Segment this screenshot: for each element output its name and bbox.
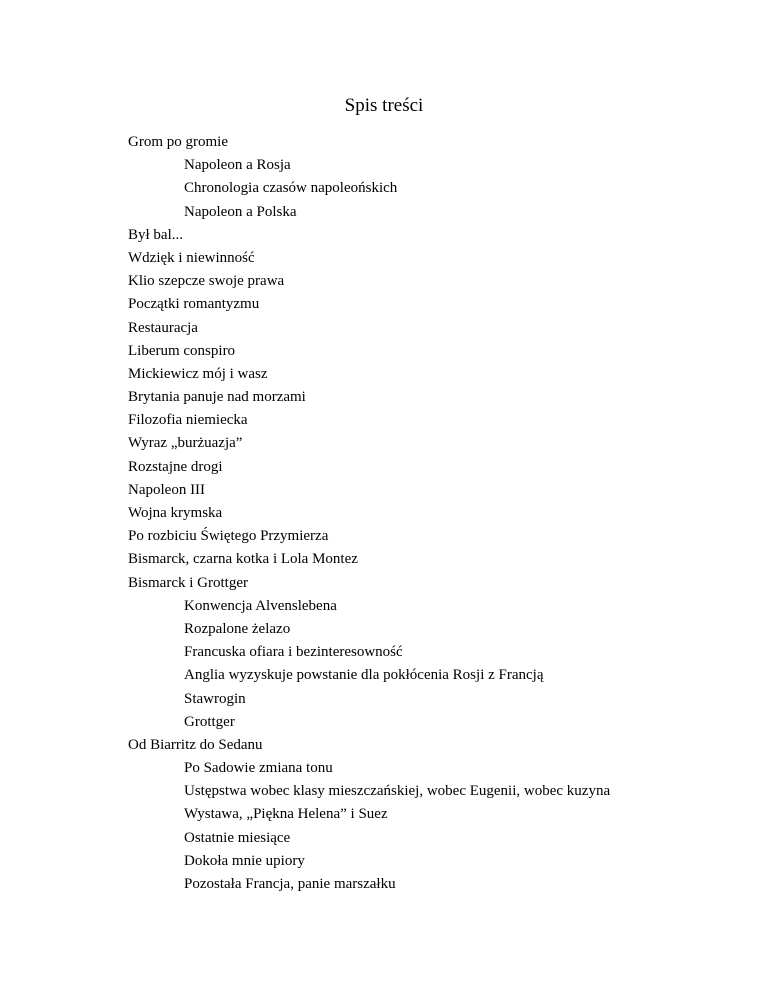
toc-subsection-entry: Chronologia czasów napoleońskich <box>184 180 398 197</box>
toc-chapter-entry: Grom po gromie <box>128 134 228 150</box>
toc-subsection-entry: Konwencja Alvenslebena <box>184 597 337 614</box>
toc-subsection-entry: Pozostała Francja, panie marszałku <box>184 876 396 892</box>
toc-chapter-entry: Brytania panuje nad morzami <box>128 389 306 406</box>
toc-chapter-entry: Napoleon III <box>128 481 206 498</box>
toc-subsection-entry: Ostatnie miesiące <box>184 829 291 846</box>
toc-chapter-entry: Wojna krymska <box>128 505 223 521</box>
toc-subsection-entry: Anglia wyzyskuje powstanie dla pokłócenia Rosji z Francją <box>184 667 544 684</box>
toc-chapter-entry: Od Biarritz do Sedanu <box>128 736 263 753</box>
table-of-contents <box>128 131 610 896</box>
toc-chapter-entry: Rozstajne drogi <box>128 458 223 475</box>
toc-chapter-entry: Filozofia niemiecka <box>128 412 248 429</box>
toc-chapter-entry: Po rozbiciu Świętego Przymierza <box>128 528 329 545</box>
toc-chapter-entry: Mickiewicz mój i wasz <box>128 365 268 382</box>
toc-chapter-entry: Wyraz „burżuazja” <box>128 435 243 452</box>
toc-subsection-entry: Stawrogin <box>184 690 246 707</box>
toc-chapter-entry: Początki romantyzmu <box>128 296 260 313</box>
toc-chapter-entry: Był bal... <box>128 226 183 243</box>
toc-subsection-entry: Rozpalone żelazo <box>184 620 291 637</box>
toc-chapter-entry: Bismarck i Grottger <box>128 574 248 591</box>
toc-subsection-entry: Napoleon a Polska <box>184 203 297 220</box>
page-title: Spis treści <box>344 95 424 116</box>
toc-chapter-entry: Liberum conspiro <box>128 342 236 359</box>
toc-subsection-entry: Dokoła mnie upiory <box>184 852 305 869</box>
toc-subsection-entry: Po Sadowie zmiana tonu <box>184 760 333 777</box>
toc-chapter-entry: Bismarck, czarna kotka i Lola Montez <box>128 551 358 568</box>
toc-chapter-entry: Wdzięk i niewinność <box>128 249 255 266</box>
toc-subsection-entry: Wystawa, „Piękna Helena” i Suez <box>184 806 388 823</box>
toc-subsection-entry: Napoleon a Rosja <box>184 157 291 174</box>
toc-chapter-entry: Klio szepcze swoje prawa <box>128 273 285 290</box>
toc-subsection-entry: Grottger <box>184 713 235 730</box>
toc-subsection-entry: Ustępstwa wobec klasy mieszczańskiej, wobec Eugenii, wobec kuzyna <box>184 783 611 800</box>
toc-chapter-entry: Restauracja <box>128 319 198 336</box>
toc-subsection-entry: Francuska ofiara i bezinteresowność <box>184 644 403 661</box>
